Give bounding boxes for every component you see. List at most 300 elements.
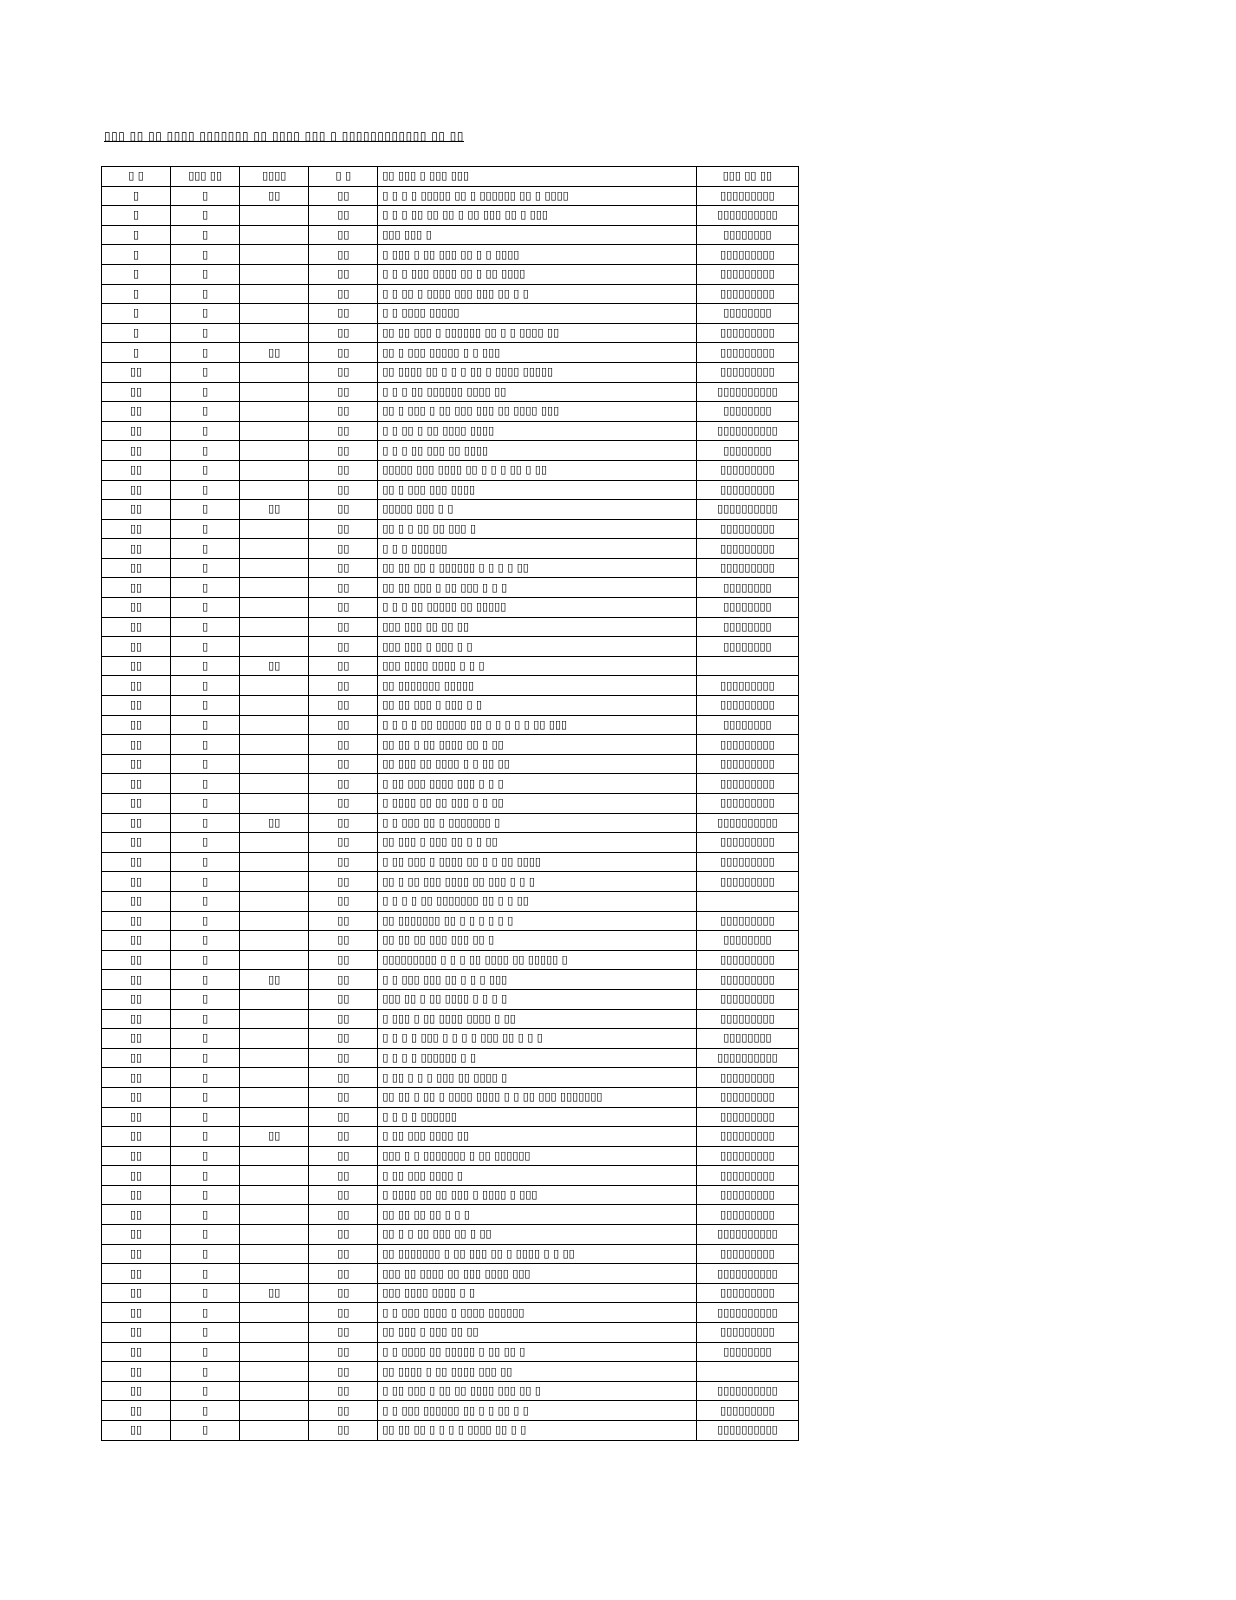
table-cell: ▯▯▯▯▯▯▯▯▯: [696, 872, 798, 892]
table-row: [102, 1205, 799, 1225]
table-cell: ▯▯ ▯▯▯▯▯▯▯ ▯▯▯▯▯: [378, 676, 696, 696]
table-cell: ▯▯: [240, 186, 309, 206]
table-cell: ▯: [171, 519, 240, 539]
table-cell: ▯: [171, 1323, 240, 1343]
table-cell: ▯: [171, 833, 240, 853]
table-cell: ▯▯▯ ▯▯▯▯ ▯▯▯▯ ▯ ▯: [378, 1283, 696, 1303]
table-cell: ▯▯: [102, 1401, 171, 1421]
table-row: [102, 715, 799, 735]
table-cell: [240, 1029, 309, 1049]
table-cell: ▯▯: [309, 206, 378, 226]
table-cell: ▯▯▯ ▯▯▯▯ ▯▯▯▯ ▯ ▯ ▯: [378, 656, 696, 676]
table-row: [102, 304, 799, 324]
table-cell: ▯▯: [309, 1244, 378, 1264]
table-cell: ▯▯: [309, 1009, 378, 1029]
table-cell: [240, 1401, 309, 1421]
table-cell: ▯▯: [102, 1029, 171, 1049]
table-cell: ▯▯▯▯▯▯▯▯: [696, 931, 798, 951]
table-cell: ▯: [102, 343, 171, 363]
table-cell: ▯▯: [102, 931, 171, 951]
table-cell: ▯▯: [240, 656, 309, 676]
table-cell: ▯: [171, 1342, 240, 1362]
table-cell: ▯ ▯ ▯ ▯▯ ▯▯▯▯▯ ▯▯ ▯▯▯▯▯: [378, 598, 696, 618]
table-row: [102, 1166, 799, 1186]
table-row: [102, 284, 799, 304]
table-cell: ▯▯▯▯▯▯▯▯: [696, 402, 798, 422]
table-cell: ▯▯: [102, 1381, 171, 1401]
table-cell: ▯ ▯ ▯ ▯ ▯▯▯▯▯▯: [378, 1107, 696, 1127]
table-cell: [240, 539, 309, 559]
column-header: ▯ ▯: [102, 167, 171, 187]
table-cell: ▯▯▯▯▯▯▯▯▯▯: [696, 1225, 798, 1245]
table-cell: ▯: [102, 206, 171, 226]
table-cell: ▯: [171, 617, 240, 637]
table-cell: ▯▯▯▯▯▯▯▯▯: [696, 362, 798, 382]
table-cell: ▯▯: [102, 891, 171, 911]
table-cell: ▯: [102, 245, 171, 265]
table-cell: ▯: [171, 715, 240, 735]
table-cell: ▯▯: [309, 1048, 378, 1068]
table-cell: ▯▯: [102, 754, 171, 774]
table-cell: ▯▯▯▯▯▯▯▯▯▯: [696, 500, 798, 520]
table-row: [102, 794, 799, 814]
table-cell: ▯▯: [102, 1127, 171, 1147]
table-cell: ▯▯▯▯▯▯▯▯▯: [696, 1107, 798, 1127]
table-cell: ▯: [171, 1421, 240, 1441]
table-cell: [240, 715, 309, 735]
table-cell: ▯: [171, 441, 240, 461]
table-cell: [240, 1362, 309, 1382]
table-cell: ▯▯▯▯▯▯▯▯▯▯: [696, 1421, 798, 1441]
table-cell: ▯: [171, 1185, 240, 1205]
table-cell: ▯▯ ▯ ▯▯▯ ▯▯▯ ▯▯▯▯: [378, 480, 696, 500]
table-cell: ▯ ▯▯▯▯ ▯▯ ▯▯ ▯▯▯ ▯ ▯ ▯▯: [378, 794, 696, 814]
table-cell: ▯▯▯▯▯▯▯▯▯ ▯ ▯ ▯ ▯▯ ▯▯▯▯ ▯▯ ▯▯▯▯▯ ▯: [378, 950, 696, 970]
table-cell: ▯▯▯▯▯▯▯▯: [696, 578, 798, 598]
table-cell: [240, 1264, 309, 1284]
table-cell: ▯▯: [309, 558, 378, 578]
table-cell: ▯▯ ▯▯ ▯▯▯ ▯ ▯▯▯▯▯▯ ▯▯ ▯ ▯ ▯▯▯▯ ▯▯: [378, 323, 696, 343]
table-cell: ▯ ▯ ▯ ▯ ▯▯ ▯▯▯▯▯ ▯▯ ▯ ▯ ▯ ▯ ▯ ▯▯ ▯▯▯: [378, 715, 696, 735]
table-cell: ▯▯: [309, 1185, 378, 1205]
table-cell: ▯▯: [309, 970, 378, 990]
table-cell: [240, 1244, 309, 1264]
table-cell: ▯ ▯▯▯ ▯ ▯▯ ▯▯▯ ▯▯ ▯ ▯ ▯▯▯▯: [378, 245, 696, 265]
table-row: [102, 1362, 799, 1382]
table-row: [102, 323, 799, 343]
table-cell: ▯▯▯▯▯▯▯▯▯: [696, 989, 798, 1009]
table-cell: ▯▯: [309, 637, 378, 657]
table-body: [102, 186, 799, 1440]
table-cell: [696, 656, 798, 676]
table-cell: [240, 441, 309, 461]
table-cell: ▯▯▯▯▯▯▯▯▯▯: [696, 813, 798, 833]
table-cell: [240, 1342, 309, 1362]
table-cell: ▯▯: [309, 989, 378, 1009]
table-row: [102, 1048, 799, 1068]
table-row: [102, 1029, 799, 1049]
table-cell: ▯▯▯▯▯ ▯▯▯ ▯ ▯: [378, 500, 696, 520]
table-cell: ▯▯: [309, 931, 378, 951]
table-row: [102, 637, 799, 657]
table-cell: ▯▯: [309, 284, 378, 304]
table-cell: ▯▯▯▯▯▯▯▯▯: [696, 323, 798, 343]
table-cell: [240, 598, 309, 618]
table-row: [102, 441, 799, 461]
table-cell: ▯: [171, 500, 240, 520]
table-row: [102, 656, 799, 676]
table-cell: ▯▯: [309, 460, 378, 480]
table-cell: ▯▯: [102, 441, 171, 461]
table-row: [102, 1146, 799, 1166]
table-cell: ▯: [171, 323, 240, 343]
table-cell: ▯▯ ▯▯ ▯▯ ▯ ▯ ▯ ▯ ▯▯▯▯ ▯▯ ▯ ▯: [378, 1421, 696, 1441]
table-row: [102, 402, 799, 422]
table-cell: ▯: [102, 186, 171, 206]
table-cell: ▯: [171, 911, 240, 931]
table-cell: ▯▯▯▯▯▯▯▯▯: [696, 1323, 798, 1343]
table-cell: ▯▯▯▯▯▯▯▯▯: [696, 284, 798, 304]
table-cell: ▯▯▯▯▯▯▯▯▯▯: [696, 1303, 798, 1323]
table-cell: ▯: [102, 264, 171, 284]
table-cell: ▯▯ ▯▯▯▯ ▯ ▯▯ ▯▯▯▯ ▯▯▯ ▯▯: [378, 1362, 696, 1382]
table-cell: ▯▯▯ ▯▯▯ ▯ ▯▯▯ ▯ ▯: [378, 637, 696, 657]
table-cell: ▯ ▯▯ ▯▯▯ ▯ ▯▯▯▯ ▯▯ ▯ ▯ ▯▯ ▯▯▯▯: [378, 852, 696, 872]
table-row: [102, 1244, 799, 1264]
table-cell: ▯▯: [102, 1421, 171, 1441]
table-cell: [240, 1381, 309, 1401]
table-cell: ▯▯ ▯▯ ▯ ▯▯ ▯ ▯▯▯▯ ▯▯▯▯ ▯ ▯ ▯▯ ▯▯▯ ▯▯▯▯▯▯▯: [378, 1087, 696, 1107]
table-cell: ▯▯: [309, 186, 378, 206]
table-row: [102, 833, 799, 853]
column-header: ▯▯▯ ▯▯ ▯▯: [696, 167, 798, 187]
table-row: [102, 852, 799, 872]
table-cell: ▯▯: [102, 1087, 171, 1107]
table-cell: ▯▯▯▯▯▯▯▯▯: [696, 970, 798, 990]
table-row: [102, 911, 799, 931]
table-cell: ▯▯: [309, 245, 378, 265]
table-cell: ▯▯: [309, 696, 378, 716]
table-cell: ▯ ▯▯ ▯▯▯ ▯▯▯▯ ▯: [378, 1166, 696, 1186]
table-cell: ▯▯: [102, 1146, 171, 1166]
table-cell: ▯ ▯ ▯▯▯ ▯▯▯▯▯▯ ▯▯ ▯ ▯ ▯▯ ▯ ▯: [378, 1401, 696, 1421]
table-cell: ▯: [171, 186, 240, 206]
table-cell: ▯▯▯▯▯▯▯▯▯: [696, 264, 798, 284]
table-cell: ▯▯: [240, 1283, 309, 1303]
table-cell: ▯▯: [102, 911, 171, 931]
table-cell: ▯▯: [309, 1146, 378, 1166]
table-cell: ▯▯: [102, 715, 171, 735]
table-cell: ▯▯: [309, 500, 378, 520]
table-cell: ▯: [171, 421, 240, 441]
table-cell: ▯▯: [309, 1264, 378, 1284]
table-cell: ▯▯: [102, 578, 171, 598]
table-row: [102, 421, 799, 441]
table-cell: ▯▯: [309, 402, 378, 422]
table-cell: [240, 1205, 309, 1225]
table-cell: ▯▯: [102, 950, 171, 970]
table-row: [102, 1127, 799, 1147]
table-cell: ▯▯ ▯ ▯▯ ▯▯▯ ▯▯▯▯ ▯▯ ▯▯▯ ▯ ▯ ▯: [378, 872, 696, 892]
table-cell: ▯▯▯ ▯ ▯ ▯▯▯▯▯▯▯ ▯ ▯▯ ▯▯▯▯▯▯: [378, 1146, 696, 1166]
table-cell: ▯▯: [240, 343, 309, 363]
table-row: [102, 931, 799, 951]
table-cell: ▯ ▯▯ ▯▯▯ ▯▯▯▯ ▯▯▯ ▯ ▯ ▯: [378, 774, 696, 794]
table-cell: ▯ ▯▯▯▯ ▯▯ ▯▯ ▯▯▯ ▯ ▯▯▯▯ ▯ ▯▯▯: [378, 1185, 696, 1205]
table-cell: ▯ ▯ ▯ ▯▯ ▯▯▯▯▯▯ ▯▯▯▯ ▯▯: [378, 382, 696, 402]
table-cell: ▯▯ ▯▯▯▯ ▯▯ ▯ ▯ ▯ ▯▯ ▯ ▯▯▯▯ ▯▯▯▯▯: [378, 362, 696, 382]
table-cell: ▯▯: [309, 1401, 378, 1421]
table-cell: [240, 1087, 309, 1107]
table-cell: ▯▯: [309, 1166, 378, 1186]
table-cell: ▯: [171, 1225, 240, 1245]
table-cell: ▯▯: [309, 715, 378, 735]
table-cell: ▯: [171, 1068, 240, 1088]
table-row: [102, 1068, 799, 1088]
table-cell: ▯▯: [102, 480, 171, 500]
table-row: [102, 225, 799, 245]
table-cell: [240, 206, 309, 226]
table-cell: ▯▯▯▯▯▯▯▯: [696, 441, 798, 461]
table-row: [102, 460, 799, 480]
table-cell: ▯ ▯ ▯ ▯▯▯▯▯▯: [378, 539, 696, 559]
table-cell: ▯▯: [309, 578, 378, 598]
table-cell: ▯▯▯▯▯▯▯▯: [696, 225, 798, 245]
table-cell: [240, 1068, 309, 1088]
table-cell: ▯: [171, 1401, 240, 1421]
table-cell: [240, 225, 309, 245]
table-cell: ▯ ▯ ▯▯▯ ▯▯▯ ▯▯ ▯ ▯ ▯ ▯▯▯: [378, 970, 696, 990]
table-cell: [240, 676, 309, 696]
table-row: [102, 872, 799, 892]
table-cell: ▯▯: [102, 1107, 171, 1127]
table-cell: ▯▯ ▯▯ ▯▯ ▯▯ ▯ ▯ ▯: [378, 1205, 696, 1225]
table-cell: ▯▯▯▯▯▯▯▯▯: [696, 774, 798, 794]
table-cell: ▯▯: [309, 676, 378, 696]
table-row: [102, 676, 799, 696]
table-cell: ▯▯ ▯▯▯▯▯▯▯ ▯ ▯▯ ▯▯▯ ▯▯ ▯ ▯▯▯▯ ▯ ▯ ▯▯: [378, 1244, 696, 1264]
table-cell: ▯: [171, 343, 240, 363]
table-cell: ▯ ▯ ▯▯ ▯ ▯▯▯▯ ▯▯▯ ▯▯▯ ▯▯ ▯ ▯: [378, 284, 696, 304]
table-row: [102, 1421, 799, 1441]
table-cell: ▯: [171, 304, 240, 324]
table-cell: ▯▯: [309, 1225, 378, 1245]
table-cell: ▯▯: [309, 1362, 378, 1382]
table-row: [102, 264, 799, 284]
table-cell: ▯▯: [240, 813, 309, 833]
table-cell: ▯▯: [309, 1283, 378, 1303]
table-cell: ▯: [171, 264, 240, 284]
table-cell: ▯▯: [309, 441, 378, 461]
table-cell: [240, 264, 309, 284]
table-cell: ▯▯: [102, 696, 171, 716]
table-cell: ▯: [171, 813, 240, 833]
table-cell: [240, 1009, 309, 1029]
table-cell: ▯▯: [102, 656, 171, 676]
table-row: [102, 382, 799, 402]
table-cell: ▯: [102, 323, 171, 343]
table-cell: ▯: [102, 304, 171, 324]
table-cell: ▯: [171, 656, 240, 676]
table-cell: ▯: [171, 382, 240, 402]
table-cell: ▯▯: [102, 1009, 171, 1029]
table-cell: ▯▯▯▯▯▯▯▯▯: [696, 519, 798, 539]
table-cell: ▯▯: [102, 598, 171, 618]
table-cell: ▯▯▯ ▯▯ ▯ ▯▯ ▯▯▯▯ ▯ ▯ ▯ ▯: [378, 989, 696, 1009]
table-cell: ▯ ▯ ▯▯▯▯ ▯▯▯▯▯: [378, 304, 696, 324]
table-cell: [240, 931, 309, 951]
table-cell: ▯▯: [309, 1303, 378, 1323]
table-cell: ▯: [171, 1087, 240, 1107]
table-cell: ▯▯: [102, 637, 171, 657]
table-cell: ▯▯: [102, 1166, 171, 1186]
column-header: ▯▯▯ ▯▯: [171, 167, 240, 187]
table-cell: ▯▯: [309, 774, 378, 794]
table-cell: ▯▯▯▯▯▯▯▯: [696, 715, 798, 735]
table-cell: ▯▯▯▯▯▯▯▯▯: [696, 480, 798, 500]
table-cell: ▯▯▯ ▯▯▯ ▯: [378, 225, 696, 245]
table-cell: ▯▯▯▯▯▯▯▯: [696, 1342, 798, 1362]
table-cell: ▯: [171, 1244, 240, 1264]
table-row: [102, 519, 799, 539]
table-cell: ▯: [171, 891, 240, 911]
table-row: [102, 1185, 799, 1205]
table-cell: ▯ ▯ ▯▯▯ ▯▯▯▯ ▯ ▯▯▯▯ ▯▯▯▯▯▯: [378, 1303, 696, 1323]
table-cell: ▯▯: [309, 1323, 378, 1343]
table-cell: ▯: [171, 735, 240, 755]
table-cell: ▯▯ ▯ ▯ ▯▯ ▯▯ ▯▯▯ ▯: [378, 519, 696, 539]
table-cell: ▯: [171, 284, 240, 304]
table-row: [102, 578, 799, 598]
table-cell: ▯: [171, 1048, 240, 1068]
table-cell: [240, 578, 309, 598]
table-cell: [240, 1303, 309, 1323]
table-cell: ▯▯: [309, 343, 378, 363]
table-cell: [240, 362, 309, 382]
table-cell: [240, 1185, 309, 1205]
table-cell: ▯▯: [102, 402, 171, 422]
table-cell: ▯▯: [102, 989, 171, 1009]
table-cell: ▯▯: [309, 421, 378, 441]
table-cell: [240, 617, 309, 637]
table-cell: ▯▯▯▯▯▯▯▯▯: [696, 1068, 798, 1088]
table-cell: ▯▯▯▯▯▯▯▯▯: [696, 735, 798, 755]
table-cell: [240, 872, 309, 892]
table-cell: ▯▯▯▯▯▯▯▯▯: [696, 1283, 798, 1303]
table-cell: ▯▯: [102, 852, 171, 872]
table-cell: [240, 637, 309, 657]
table-cell: [240, 774, 309, 794]
table-cell: ▯▯▯▯▯▯▯▯: [696, 637, 798, 657]
table-row: [102, 1303, 799, 1323]
table-cell: ▯: [171, 754, 240, 774]
table-cell: ▯▯: [102, 460, 171, 480]
table-cell: ▯▯▯▯▯ ▯▯▯ ▯▯▯▯ ▯▯ ▯ ▯ ▯ ▯▯ ▯ ▯▯: [378, 460, 696, 480]
table-row: [102, 1264, 799, 1284]
table-cell: ▯▯: [240, 500, 309, 520]
column-header: ▯▯ ▯▯▯ ▯ ▯▯▯ ▯▯▯: [378, 167, 696, 187]
table-cell: ▯: [171, 989, 240, 1009]
table-cell: ▯▯▯ ▯▯▯ ▯▯ ▯▯ ▯▯: [378, 617, 696, 637]
table-cell: ▯: [171, 1205, 240, 1225]
table-cell: ▯▯: [102, 1323, 171, 1343]
table-cell: ▯▯▯▯▯▯▯▯▯: [696, 794, 798, 814]
table-cell: [240, 323, 309, 343]
table-cell: ▯ ▯ ▯ ▯▯▯ ▯▯▯▯ ▯▯ ▯ ▯▯ ▯▯▯▯: [378, 264, 696, 284]
table-cell: ▯▯ ▯▯ ▯▯ ▯ ▯▯▯▯▯▯ ▯ ▯ ▯ ▯ ▯▯: [378, 558, 696, 578]
table-cell: ▯▯: [309, 1342, 378, 1362]
table-cell: ▯▯: [102, 539, 171, 559]
table-row: [102, 989, 799, 1009]
table-cell: ▯: [102, 284, 171, 304]
table-cell: ▯▯▯▯▯▯▯▯▯▯: [696, 382, 798, 402]
table-cell: ▯▯▯▯▯▯▯▯: [696, 598, 798, 618]
table-cell: ▯ ▯▯ ▯▯▯ ▯▯▯▯ ▯▯: [378, 1127, 696, 1147]
table-cell: ▯ ▯ ▯ ▯▯ ▯▯ ▯▯ ▯ ▯▯ ▯▯▯ ▯▯ ▯ ▯▯▯: [378, 206, 696, 226]
table-cell: ▯: [171, 872, 240, 892]
table-cell: ▯▯: [309, 1029, 378, 1049]
table-cell: [240, 382, 309, 402]
table-cell: ▯▯: [309, 323, 378, 343]
table-cell: [240, 950, 309, 970]
table-cell: [696, 1362, 798, 1382]
table-cell: ▯▯: [309, 833, 378, 853]
table-cell: ▯: [171, 480, 240, 500]
table-cell: [240, 735, 309, 755]
table-cell: ▯▯: [102, 813, 171, 833]
column-header: ▯ ▯: [309, 167, 378, 187]
table-cell: ▯ ▯▯▯ ▯ ▯▯ ▯▯▯▯ ▯▯▯▯ ▯ ▯▯: [378, 1009, 696, 1029]
table-cell: ▯▯▯▯▯▯▯▯▯: [696, 833, 798, 853]
table-row: [102, 950, 799, 970]
table-cell: [696, 891, 798, 911]
table-cell: [240, 852, 309, 872]
table-cell: ▯▯▯▯▯▯▯▯▯: [696, 1244, 798, 1264]
table-cell: ▯▯▯ ▯▯ ▯▯▯▯ ▯▯ ▯▯▯ ▯▯▯▯ ▯▯▯: [378, 1264, 696, 1284]
table-cell: [240, 1225, 309, 1245]
table-cell: [240, 284, 309, 304]
table-row: [102, 1342, 799, 1362]
table-cell: [240, 911, 309, 931]
table-cell: ▯: [171, 1029, 240, 1049]
table-cell: ▯▯▯▯▯▯▯▯▯: [696, 558, 798, 578]
document-title: ▯▯▯ ▯▯ ▯▯ ▯▯▯▯ ▯▯▯▯▯▯▯ ▯▯ ▯▯▯▯ ▯▯▯ ▯ ▯▯▯▯▯▯▯▯▯▯▯▯ ▯▯ ▯▯: [104, 129, 465, 143]
table-row: [102, 186, 799, 206]
table-row: [102, 343, 799, 363]
table-cell: ▯▯: [309, 598, 378, 618]
table-cell: ▯▯: [102, 1244, 171, 1264]
table-cell: ▯: [171, 1303, 240, 1323]
table-cell: ▯▯: [102, 1283, 171, 1303]
table-cell: ▯▯: [309, 872, 378, 892]
table-cell: ▯▯: [309, 1068, 378, 1088]
data-table: [101, 166, 799, 1441]
table-cell: [240, 989, 309, 1009]
table-cell: ▯ ▯ ▯ ▯ ▯▯▯ ▯ ▯ ▯ ▯ ▯▯▯ ▯▯ ▯ ▯ ▯: [378, 1029, 696, 1049]
table-cell: ▯▯ ▯▯ ▯▯▯ ▯ ▯▯ ▯▯▯ ▯ ▯ ▯: [378, 578, 696, 598]
table-cell: ▯▯: [309, 264, 378, 284]
table-cell: [240, 1166, 309, 1186]
table-row: [102, 1283, 799, 1303]
table-cell: ▯▯▯▯▯▯▯▯▯▯: [696, 206, 798, 226]
table-row: [102, 970, 799, 990]
table-cell: ▯ ▯▯ ▯ ▯ ▯ ▯▯▯ ▯▯ ▯▯▯▯ ▯: [378, 1068, 696, 1088]
table-cell: ▯▯: [102, 970, 171, 990]
table-row: [102, 500, 799, 520]
table-cell: ▯: [102, 225, 171, 245]
table-cell: ▯▯▯▯▯▯▯▯▯: [696, 460, 798, 480]
table-cell: ▯▯: [309, 617, 378, 637]
